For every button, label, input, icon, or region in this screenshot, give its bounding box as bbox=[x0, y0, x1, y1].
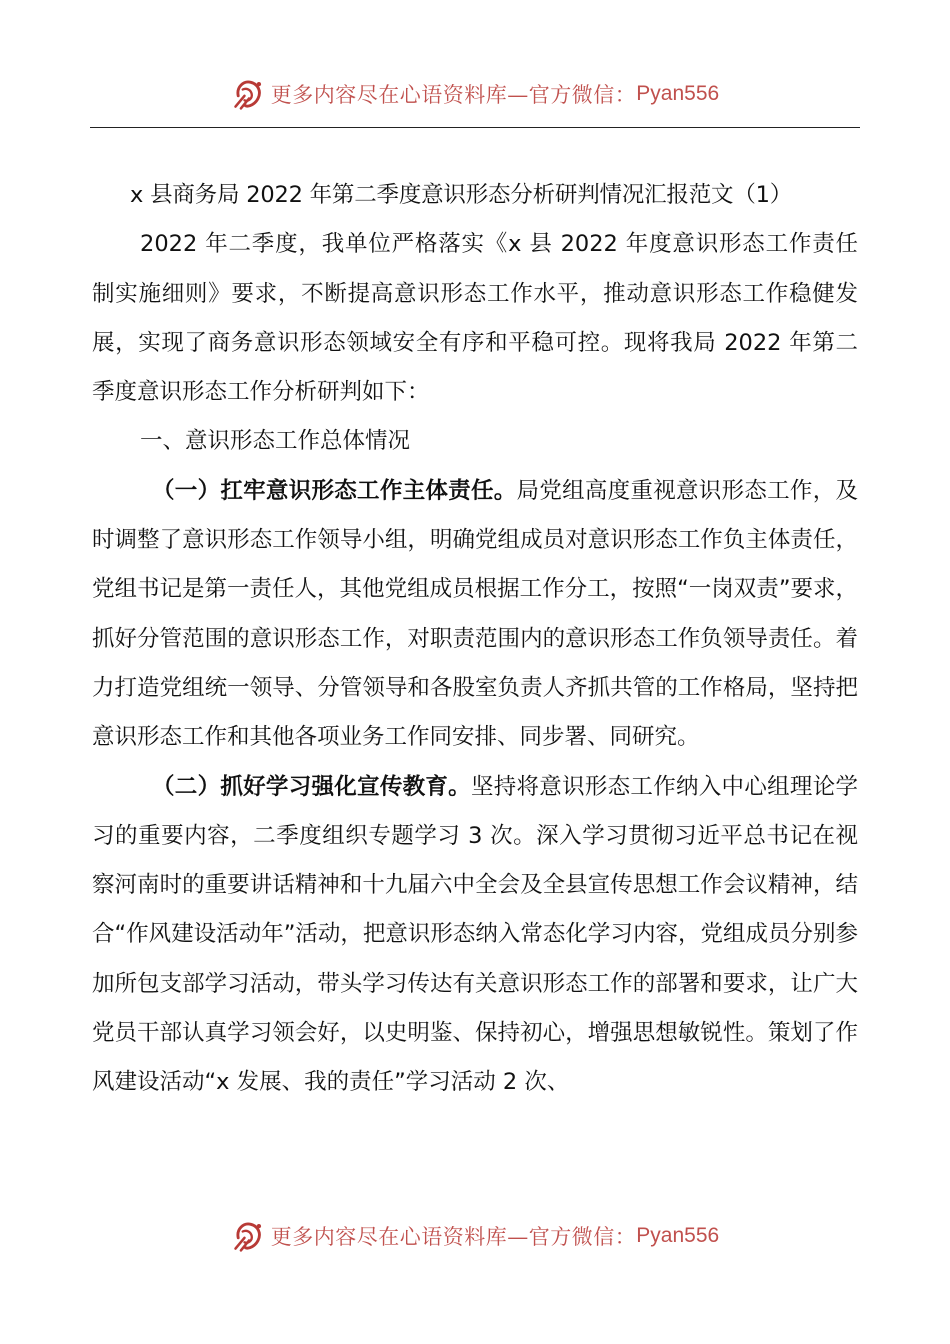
item-2-heading: （二）抓好学习强化宣传教育。 bbox=[152, 773, 471, 800]
item-1-paragraph bbox=[92, 467, 858, 763]
footer-watermark bbox=[0, 1214, 950, 1258]
intro-paragraph: 2022 年二季度，我单位严格落实《x 县 2022 年度意识形态工作责任制实施细则》要求，不断提高意识形态工作水平，推动意识形态工作稳健发展，实现了商务意识形态领域安全有序和平稳可控。现将我局 2022 年第二季度意识形态工作分析研判如下： bbox=[92, 231, 858, 406]
document-title: x 县商务局 2022 年第二季度意识形态分析研判情况汇报范文（1） bbox=[130, 182, 793, 208]
header-rule bbox=[90, 127, 860, 128]
document-body bbox=[92, 171, 858, 1108]
section-heading: 一、意识形态工作总体情况 bbox=[140, 428, 411, 455]
item-1-heading: （一）扛牢意识形态工作主体责任。 bbox=[152, 477, 517, 504]
item-1-body: 局党组高度重视意识形态工作，及时调整了意识形态工作领导小组，明确党组成员对意识形态工作负主体责任，党组书记是第一责任人，其他党组成员根据工作分工，按照“一岗双责”要求，抓好分管范围的意识形态工作，对职责范围内的意识形态工作负领导责任。着力打造党组统一领导、分管领导和各股室负责人齐抓共管的工作格局，坚持把意识形态工作和其他各项业务工作同安排、同步署、同研究。 bbox=[92, 477, 858, 751]
header-watermark bbox=[0, 72, 950, 116]
watermark-wechat-id: Pyan556 bbox=[636, 82, 720, 105]
item-2-paragraph bbox=[92, 763, 858, 1108]
watermark-text: 更多内容尽在心语资料库—官方微信： bbox=[270, 1225, 637, 1249]
red-brush-heart-logo-icon bbox=[231, 76, 267, 112]
watermark-text: 更多内容尽在心语资料库—官方微信： bbox=[270, 83, 637, 107]
watermark-wechat-id: Pyan556 bbox=[636, 1224, 720, 1247]
item-2-body: 坚持将意识形态工作纳入中心组理论学习的重要内容，二季度组织专题学习 3 次。深入学习贯彻习近平总书记在视察河南时的重要讲话精神和十九届六中全会及全县宣传思想工作会议精神，结合“作风建设活动年”活动，把意识形态纳入常态化学习内容，党组成员分别参加所包支部学习活动，带头学习传达有关意识形态工作的部署和要求，让广大党员干部认真学习领会好，以史明鉴、保持初心，增强思想敏锐性。策划了作风建设活动“x 发展、我的责任”学习活动 2 次、 bbox=[92, 773, 858, 1096]
red-brush-heart-logo-icon bbox=[231, 1218, 267, 1254]
